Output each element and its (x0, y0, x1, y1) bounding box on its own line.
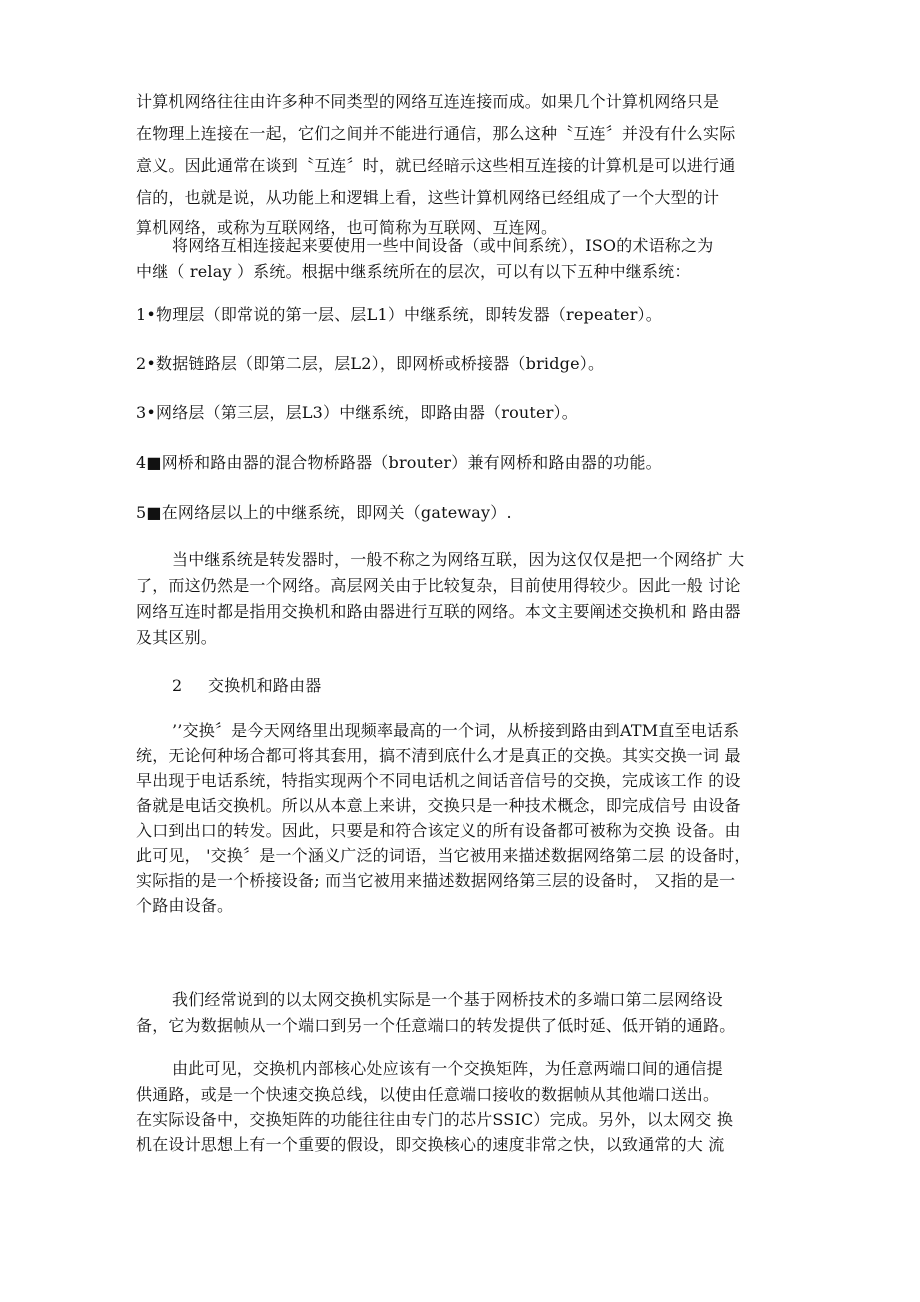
section-title: 交换机和路由器 (208, 676, 322, 695)
text-line: 个路由设备。 (136, 896, 234, 915)
text-line: 机在设计思想上有一个重要的假设，即交换核心的速度非常之快，以致通常的大 流 (136, 1135, 725, 1154)
text-line: 由此可见，交换机内部核心处应该有一个交换矩阵，为任意两端口间的通信提 (172, 1059, 723, 1078)
list-item: 5■在网络层以上的中继系统，即网关（gateway）. (136, 503, 512, 522)
text-line: 在物理上连接在一起，它们之间并不能进行通信，那么这种〝互连〞并没有什么实际 (136, 124, 736, 143)
section-number: 2 (172, 676, 183, 695)
text-line: 计算机网络往往由许多种不同类型的网络互连连接而成。如果几个计算机网络只是 (136, 92, 720, 111)
text-line: 算机网络，或称为互联网络，也可简称为互联网、互连网。 (136, 218, 558, 237)
text-line: 早出现于电话系统，特指实现两个不同电话机之间话音信号的交换，完成该工作 的设 (136, 771, 741, 790)
text-line: 在实际设备中，交换矩阵的功能往往由专门的芯片SSIC）完成。另外，以太网交 换 (136, 1110, 734, 1129)
text-line: 网络互连时都是指用交换机和路由器进行互联的网络。本文主要阐述交换机和 路由器 (136, 602, 741, 621)
list-item: 1•物理层（即常说的第一层、层L1）中继系统，即转发器（repeater）。 (136, 305, 662, 324)
text-line: 及其区别。 (136, 628, 218, 647)
list-item: 4■网桥和路由器的混合物桥路器（brouter）兼有网桥和路由器的功能。 (136, 453, 662, 472)
text-line: 备就是电话交换机。所以从本意上来讲，交换只是一种技术概念，即完成信号 由设备 (136, 796, 741, 815)
text-line: 了，而这仍然是一个网络。高层网关由于比较复杂，目前使用得较少。因此一般 讨论 (136, 576, 741, 595)
text-line: 备，它为数据帧从一个端口到另一个任意端口的转发提供了低时延、低开销的通路。 (136, 1016, 736, 1035)
text-line: 统，无论何种场合都可将其套用，搞不清到底什么才是真正的交换。其实交换一词 最 (136, 746, 741, 765)
text-line: 当中继系统是转发器时，一般不称之为网络互联，因为这仅仅是把一个网络扩 大 (172, 550, 745, 569)
list-item: 3•网络层（第三层，层L3）中继系统，即路由器（router）。 (136, 403, 578, 422)
text-line: 意义。因此通常在谈到〝互连〞时，就已经暗示这些相互连接的计算机是可以进行通 (136, 156, 736, 175)
text-line: 供通路，或是一个快速交换总线，以使由任意端口接收的数据帧从其他端口送出。 (136, 1085, 720, 1104)
text-line: 中继（ relay ）系统。根据中继系统所在的层次，可以有以下五种中继系统： (136, 262, 691, 281)
text-line: 我们经常说到的以太网交换机实际是一个基于网桥技术的多端口第二层网络设 (172, 990, 723, 1009)
text-line: 入口到出口的转发。因此，只要是和符合该定义的所有设备都可被称为交换 设备。由 (136, 821, 741, 840)
text-line: 将网络互相连接起来要使用一些中间设备（或中间系统），ISO的术语称之为 (172, 236, 714, 255)
text-line: 此可见， '交换〞是一个涵义广泛的词语，当它被用来描述数据网络第二层 的设备时， (136, 846, 751, 865)
list-item: 2•数据链路层（即第二层，层L2），即网桥或桥接器（bridge）。 (136, 354, 605, 373)
text-line: 信的，也就是说，从功能上和逻辑上看，这些计算机网络已经组成了一个大型的计 (136, 188, 720, 207)
text-line: 实际指的是一个桥接设备; 而当它被用来描述数据网络第三层的设备时， 又指的是一 (136, 871, 736, 890)
text-line: ’’交换〞是今天网络里出现频率最高的一个词，从桥接到路由到ATM直至电话系 (172, 721, 740, 740)
